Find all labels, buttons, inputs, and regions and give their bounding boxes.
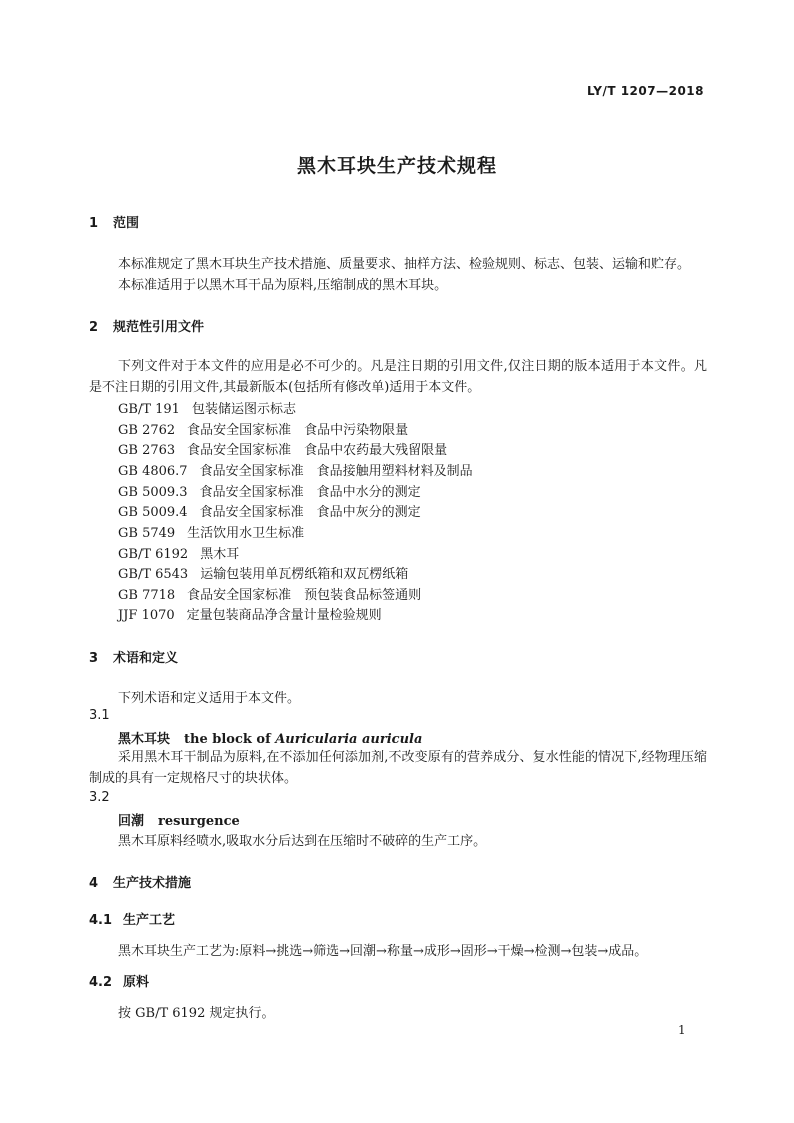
reference-name: 食品安全国家标准 食品中灰分的测定	[199, 505, 421, 520]
reference-code: GB/T 6192	[118, 547, 189, 562]
section-title: 规范性引用文件	[113, 320, 205, 335]
section-3-heading	[89, 647, 178, 666]
term-en-prefix: the block of	[184, 732, 276, 747]
section-number: 2	[89, 320, 99, 335]
term-3-2	[118, 810, 240, 829]
subsection-title: 原料	[123, 975, 150, 990]
reference-name: 包装储运图示标志	[191, 402, 296, 417]
reference-name: 食品安全国家标准 预包装食品标签通则	[187, 588, 422, 603]
section-2-heading	[89, 316, 204, 335]
section-title: 范围	[113, 216, 140, 231]
reference-item	[118, 481, 421, 500]
reference-name: 定量包装商品净含量计量检验规则	[186, 608, 382, 623]
section-number: 4	[89, 876, 99, 891]
term-number: 3.1	[89, 708, 110, 723]
reference-name: 食品安全国家标准 食品中水分的测定	[199, 485, 421, 500]
reference-code: GB 4806.7	[118, 464, 188, 479]
scope-paragraph-2: 本标准适用于以黑木耳干品为原料,压缩制成的黑木耳块。	[118, 278, 448, 293]
page-number: 1	[678, 1023, 686, 1037]
reference-item	[118, 522, 304, 541]
term-en: resurgence	[158, 814, 240, 829]
term-zh: 回潮	[118, 814, 145, 829]
section-1-heading	[89, 212, 139, 231]
term-number: 3.2	[89, 790, 110, 805]
reference-code: GB/T 191	[118, 402, 180, 417]
reference-code: GB 5009.4	[118, 505, 188, 520]
section-4-heading	[89, 872, 191, 891]
reference-item	[118, 501, 421, 520]
term-3-1-definition: 采用黑木耳干制品为原料,在不添加任何添加剂,不改变原有的营养成分、复水性能的情况下,经物理压缩制成的具有一定规格尺寸的块状体。	[89, 750, 707, 786]
reference-code: GB 5749	[118, 526, 176, 541]
reference-name: 生活饮用水卫生标准	[187, 526, 305, 541]
reference-name: 运输包装用单瓦楞纸箱和双瓦楞纸箱	[200, 567, 409, 582]
reference-name: 黑木耳	[200, 547, 240, 562]
document-title: 黑木耳块生产技术规程	[296, 155, 497, 177]
subsection-number: 4.1	[89, 913, 113, 928]
reference-item	[118, 419, 408, 438]
references-intro: 下列文件对于本文件的应用是必不可少的。凡是注日期的引用文件,仅注日期的版本适用于本文件。凡是不注日期的引用文件,其最新版本(包括所有修改单)适用于本文件。	[89, 359, 707, 395]
terms-intro: 下列术语和定义适用于本文件。	[118, 691, 301, 706]
reference-name: 食品安全国家标准 食品中农药最大残留限量	[187, 443, 448, 458]
reference-code: GB 2763	[118, 443, 176, 458]
term-zh: 黑木耳块	[118, 732, 171, 747]
process-flow-text: 黑木耳块生产工艺为:原料→挑选→筛选→回潮→称量→成形→固形→干燥→检测→包装→成品。	[118, 944, 648, 959]
reference-code: GB 7718	[118, 588, 176, 603]
raw-material-text: 按 GB/T 6192 规定执行。	[118, 1006, 275, 1021]
reference-item	[118, 584, 421, 603]
reference-code: GB 2762	[118, 423, 176, 438]
reference-name: 食品安全国家标准 食品接触用塑料材料及制品	[199, 464, 473, 479]
reference-item	[118, 439, 447, 458]
term-en	[184, 732, 422, 747]
section-number: 1	[89, 216, 99, 231]
reference-code: JJF 1070	[118, 608, 175, 623]
term-3-2-definition: 黑木耳原料经喷水,吸取水分后达到在压缩时不破碎的生产工序。	[118, 834, 487, 849]
reference-item	[118, 460, 473, 479]
reference-item	[118, 604, 382, 623]
reference-code: GB/T 6543	[118, 567, 189, 582]
reference-code: GB 5009.3	[118, 485, 188, 500]
term-en-latin: Auricularia auricula	[275, 732, 423, 747]
reference-item	[118, 563, 408, 582]
section-title: 术语和定义	[113, 651, 179, 666]
reference-name: 食品安全国家标准 食品中污染物限量	[187, 423, 409, 438]
scope-paragraph-1: 本标准规定了黑木耳块生产技术措施、质量要求、抽样方法、检验规则、标志、包装、运输和贮存。	[118, 257, 691, 272]
subsection-4-1-heading	[89, 909, 175, 928]
standard-code: LY/T 1207—2018	[586, 84, 704, 98]
section-number: 3	[89, 651, 99, 666]
subsection-number: 4.2	[89, 975, 113, 990]
reference-item	[118, 398, 296, 417]
term-3-1	[118, 728, 422, 747]
subsection-4-2-heading	[89, 971, 149, 990]
section-title: 生产技术措施	[113, 876, 192, 891]
subsection-title: 生产工艺	[123, 913, 176, 928]
reference-item	[118, 543, 239, 562]
